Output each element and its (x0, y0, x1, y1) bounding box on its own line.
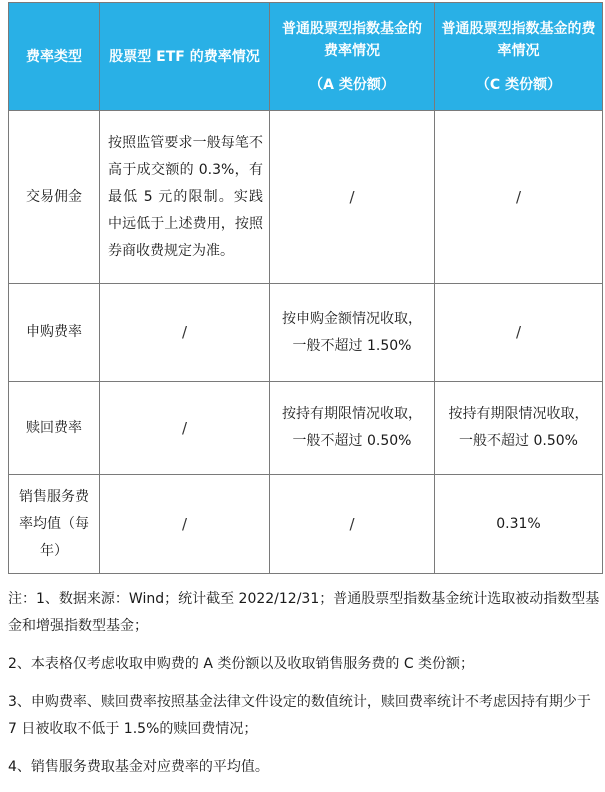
header-fee-type (9, 3, 100, 111)
table-row (9, 475, 603, 574)
row-fee-type: 销售服务费率均值（每年） (9, 475, 100, 574)
row-class-c-value: / (435, 111, 603, 284)
row-fee-type: 交易佣金 (9, 111, 100, 284)
header-class-c-label: 普通股票型指数基金的费率情况 (441, 20, 596, 59)
header-class-a (270, 3, 435, 111)
table-row (9, 382, 603, 475)
row-class-a-value: / (270, 475, 435, 574)
row-fee-type: 申购费率 (9, 284, 100, 382)
table-notes (8, 586, 602, 792)
row-class-c-value: 按持有期限情况收取，一般不超过 0.50% (435, 382, 603, 475)
header-fee-type-label: 费率类型 (26, 48, 82, 65)
note-3: 3、申购费率、赎回费率按照基金法律文件设定的数值统计，赎回费率统计不考虑因持有期少于 7 日被收取不低于 1.5%的赎回费情况； (8, 694, 591, 737)
row-etf-value: / (100, 284, 270, 382)
row-etf-value: / (100, 382, 270, 475)
note-2: 2、本表格仅考虑收取申购费的 A 类份额以及收取销售服务费的 C 类份额； (8, 656, 475, 672)
row-class-a-value: 按持有期限情况收取，一般不超过 0.50% (270, 382, 435, 475)
table-row (9, 111, 603, 284)
row-fee-type: 赎回费率 (9, 382, 100, 475)
note-4: 4、销售服务费取基金对应费率的平均值。 (8, 759, 269, 775)
row-class-a-value: / (270, 111, 435, 284)
header-class-c (435, 3, 603, 111)
row-class-a-value: 按申购金额情况收取，一般不超过 1.50% (270, 284, 435, 382)
header-class-a-label: 普通股票型指数基金的费率情况 (282, 20, 422, 59)
header-class-a-sub: （A 类份额） (309, 76, 395, 93)
table-row (9, 284, 603, 382)
row-class-c-value: / (435, 284, 603, 382)
fee-comparison-table (8, 2, 603, 574)
note-1: 注：1、数据来源：Wind；统计截至 2022/12/31；普通股票型指数基金统计选取被动指数型基金和增强指数型基金； (8, 591, 600, 634)
header-etf (100, 3, 270, 111)
header-class-c-sub: （C 类份额） (475, 76, 562, 93)
row-etf-value: 按照监管要求一般每笔不高于成交额的 0.3%，有最低 5 元的限制。实践中远低于上述费用，按照券商收费规定为准。 (100, 111, 270, 284)
table-header-row (9, 3, 603, 111)
row-etf-value: / (100, 475, 270, 574)
header-etf-label: 股票型 ETF 的费率情况 (109, 48, 260, 65)
row-class-c-value: 0.31% (435, 475, 603, 574)
